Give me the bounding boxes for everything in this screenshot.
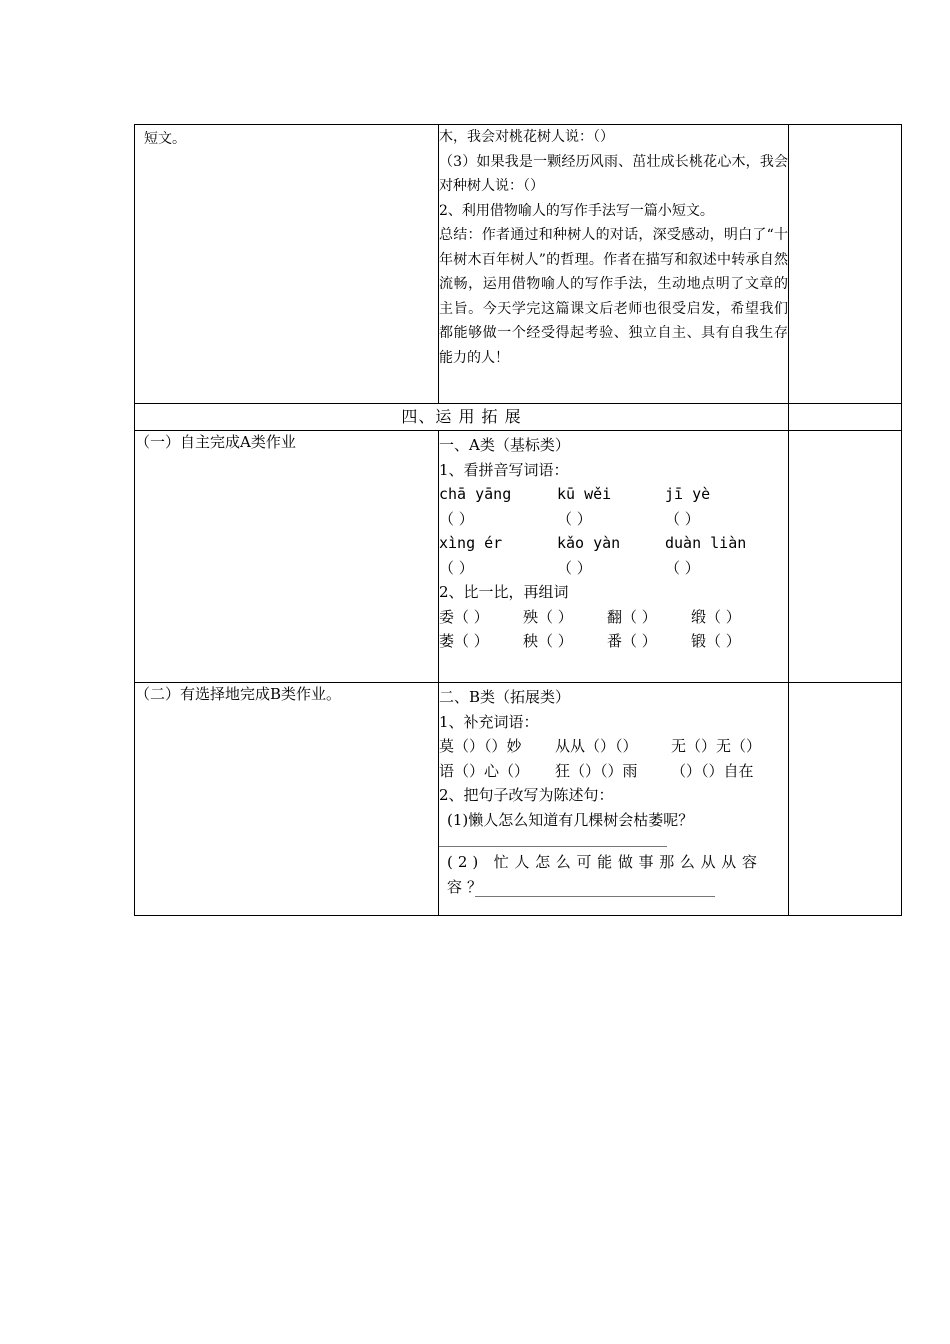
pinyin-item: xìng ér [439, 534, 503, 552]
right-cell [789, 404, 902, 431]
task-label: （二）有选择地完成B类作业。 [135, 685, 342, 703]
middle-cell [439, 431, 789, 683]
compare-item: 翻（ ） [607, 607, 657, 626]
answer-line[interactable] [439, 875, 788, 899]
answer-line[interactable] [439, 832, 788, 844]
compare-item: 番（ ） [607, 632, 657, 650]
pinyin-item: duàn liàn [665, 534, 747, 552]
lesson-table [134, 124, 902, 916]
compare-row [439, 605, 788, 630]
question-label: 2、把句子改写为陈述句： [439, 786, 614, 804]
pinyin-item: chā yāng [439, 485, 512, 503]
left-cell [135, 683, 439, 916]
table-row [135, 683, 902, 916]
word-item: 从从（）（） [555, 737, 638, 755]
word-item: 无（）无（） [671, 737, 762, 755]
word-item: 狂（）（）雨 [555, 761, 638, 780]
sentence-1: (1)懒人怎么知道有几棵树会枯萎呢？ [447, 810, 694, 829]
table-row [135, 404, 902, 431]
category-heading: 一、A类（基标类） [439, 436, 570, 454]
sentence-2: (2) 忙人怎么可能做事那么从从容容？ [447, 853, 762, 896]
pinyin-row [439, 531, 788, 556]
answer-row [439, 507, 788, 532]
compare-item: 锻（ ） [691, 632, 741, 650]
left-cell-text: 短文。 [144, 131, 186, 147]
compare-row [439, 629, 788, 654]
compare-item: 萎（ ） [439, 632, 489, 650]
compare-item: 殃（ ） [523, 607, 573, 626]
text-line: 2、利用借物喻人的写作手法写一篇小短文。 [439, 202, 714, 219]
middle-cell [439, 683, 789, 916]
summary-paragraph: 总结：作者通过和种树人的对话，深受感动，明白了“十年树木百年树人”的哲理。作者在描写和叙述中转承自然流畅，运用借物喻人的写作手法，生动地点明了文章的主旨。今天学完这篇课文后老师也很受启发，希望我们都能够做一个经受得起考验、独立自主、具有自我生存能力的人！ [439, 227, 788, 366]
pinyin-item: kǎo yàn [557, 534, 621, 552]
category-heading: 二、B类（拓展类） [439, 688, 571, 706]
text-line: 木，我会对桃花树人说：（） [439, 129, 614, 145]
right-cell [789, 431, 902, 683]
section-title: 四、运 用 拓 展 [135, 404, 789, 431]
answer-blank[interactable]: （ ） [557, 509, 592, 528]
answer-blank[interactable]: （ ） [665, 509, 700, 528]
words-row [439, 759, 788, 784]
task-label: （一）自主完成A类作业 [135, 433, 296, 451]
answer-blank[interactable]: （ ） [439, 509, 474, 528]
table-row [135, 431, 902, 683]
question-label: 1、补充词语： [439, 712, 539, 731]
answer-blank[interactable]: （ ） [439, 558, 474, 577]
word-item: （）（）自在 [671, 761, 754, 780]
pinyin-item: kū wěi [557, 485, 612, 503]
question-label: 1、看拼音写词语： [439, 460, 569, 479]
answer-row [439, 556, 788, 581]
text-paragraph: （3）如果我是一颗经历风雨、茁壮成长桃花心木，我会对种树人说：（） [439, 153, 788, 194]
question-label: 2、比一比，再组词 [439, 583, 569, 601]
word-item: 莫（）（）妙 [439, 737, 522, 755]
table-row [135, 125, 902, 404]
left-cell [135, 431, 439, 683]
compare-item: 缎（ ） [691, 607, 741, 626]
words-row [439, 734, 788, 759]
answer-blank[interactable]: （ ） [665, 558, 700, 577]
right-cell [789, 683, 902, 916]
pinyin-item: jī yè [665, 485, 711, 503]
pinyin-row [439, 482, 788, 507]
middle-cell [439, 125, 789, 404]
answer-blank[interactable]: （ ） [557, 558, 592, 577]
compare-item: 委（ ） [439, 607, 489, 626]
word-item: 语（）心（） [439, 761, 530, 780]
left-cell [135, 125, 439, 404]
compare-item: 秧（ ） [523, 632, 573, 650]
right-cell [789, 125, 902, 404]
